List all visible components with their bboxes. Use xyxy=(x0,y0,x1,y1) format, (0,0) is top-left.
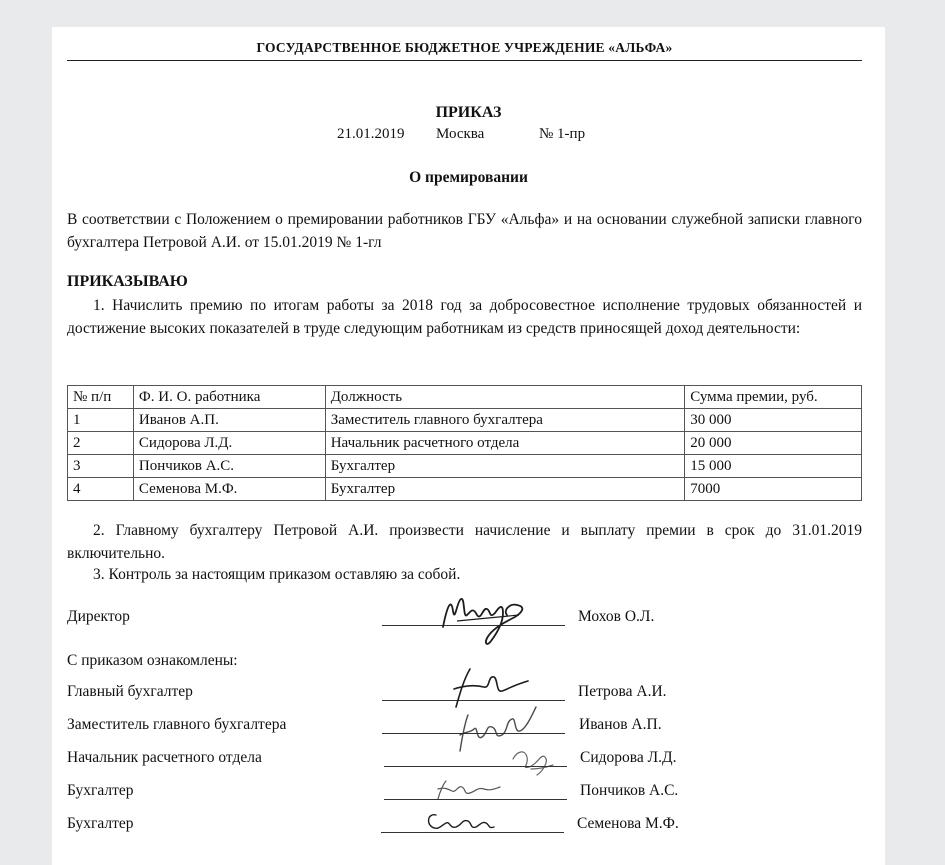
order-item-2: 2. Главному бухгалтеру Петровой А.И. произвести начисление и выплату премии в срок до 31.01.2019 включительно. xyxy=(67,522,862,562)
director-signature xyxy=(437,585,532,657)
table-header-row xyxy=(68,386,862,409)
bonus-table xyxy=(67,385,862,501)
table-row xyxy=(68,455,862,478)
table-cell: Бухгалтер xyxy=(325,455,685,478)
column-header: Ф. И. О. работника xyxy=(133,386,325,409)
column-header: Сумма премии, руб. xyxy=(685,386,862,409)
preamble-paragraph: В соответствии с Положением о премировании работников ГБУ «Альфа» и на основании служебной записки главного бухгалтера Петровой А.И. от 15.01.2019 № 1-гл xyxy=(67,211,862,251)
table-cell: 2 xyxy=(68,432,134,455)
order-item-1: 1. Начислить премию по итогам работы за 2018 год за добросовестное исполнение трудовых обязанностей и достижение высоких показателей в труде следующим работникам из средств приносящей доход деятельности: xyxy=(67,297,862,337)
table-cell: Иванов А.П. xyxy=(133,409,325,432)
table-cell: Семенова М.Ф. xyxy=(133,478,325,501)
table-cell: 1 xyxy=(68,409,134,432)
table-cell: Сидорова Л.Д. xyxy=(133,432,325,455)
table-cell: 30 000 xyxy=(685,409,862,432)
table-row xyxy=(68,409,862,432)
signer-name: Пончиков А.С. xyxy=(580,782,679,799)
order-word: ПРИКАЗЫВАЮ xyxy=(67,273,188,290)
table-cell: Пончиков А.С. xyxy=(133,455,325,478)
acquainted-heading: С приказом ознакомлены: xyxy=(67,652,238,669)
table-cell: Бухгалтер xyxy=(325,478,685,501)
signature-ponchikov xyxy=(434,777,504,803)
order-subject: О премировании xyxy=(409,169,528,186)
document-title: ПРИКАЗ xyxy=(435,104,502,121)
order-number: № 1-пр xyxy=(539,126,586,142)
table-cell: 15 000 xyxy=(685,455,862,478)
column-header: № п/п xyxy=(68,386,134,409)
table-cell: Начальник расчетного отдела xyxy=(325,432,685,455)
signer-name: Семенова М.Ф. xyxy=(577,815,679,832)
table-cell: 4 xyxy=(68,478,134,501)
table-row xyxy=(68,478,862,501)
table-row xyxy=(68,432,862,455)
order-date: 21.01.2019 xyxy=(337,126,405,142)
signer-role: Начальник расчетного отдела xyxy=(67,749,262,766)
signer-role: Заместитель главного бухгалтера xyxy=(67,716,287,733)
organization-header: ГОСУДАРСТВЕННОЕ БЮДЖЕТНОЕ УЧРЕЖДЕНИЕ «АЛЬФА» xyxy=(256,40,673,55)
director-role: Директор xyxy=(67,608,130,625)
table-cell: 3 xyxy=(68,455,134,478)
director-name: Мохов О.Л. xyxy=(578,608,655,625)
signer-role: Бухгалтер xyxy=(67,782,134,799)
signer-name: Петрова А.И. xyxy=(578,683,667,700)
order-item-3: 3. Контроль за настоящим приказом оставляю за собой. xyxy=(93,566,461,583)
signer-role: Главный бухгалтер xyxy=(67,683,193,700)
signature-sidorova xyxy=(507,739,557,779)
table-cell: 7000 xyxy=(685,478,862,501)
header-rule xyxy=(67,60,862,61)
column-header: Должность xyxy=(325,386,685,409)
signer-role: Бухгалтер xyxy=(67,815,134,832)
order-city: Москва xyxy=(436,126,485,142)
table-cell: 20 000 xyxy=(685,432,862,455)
signer-name: Сидорова Л.Д. xyxy=(580,749,677,766)
signer-name: Иванов А.П. xyxy=(579,716,662,733)
signature-semenova xyxy=(422,807,502,837)
table-cell: Заместитель главного бухгалтера xyxy=(325,409,685,432)
document-page xyxy=(52,27,885,865)
